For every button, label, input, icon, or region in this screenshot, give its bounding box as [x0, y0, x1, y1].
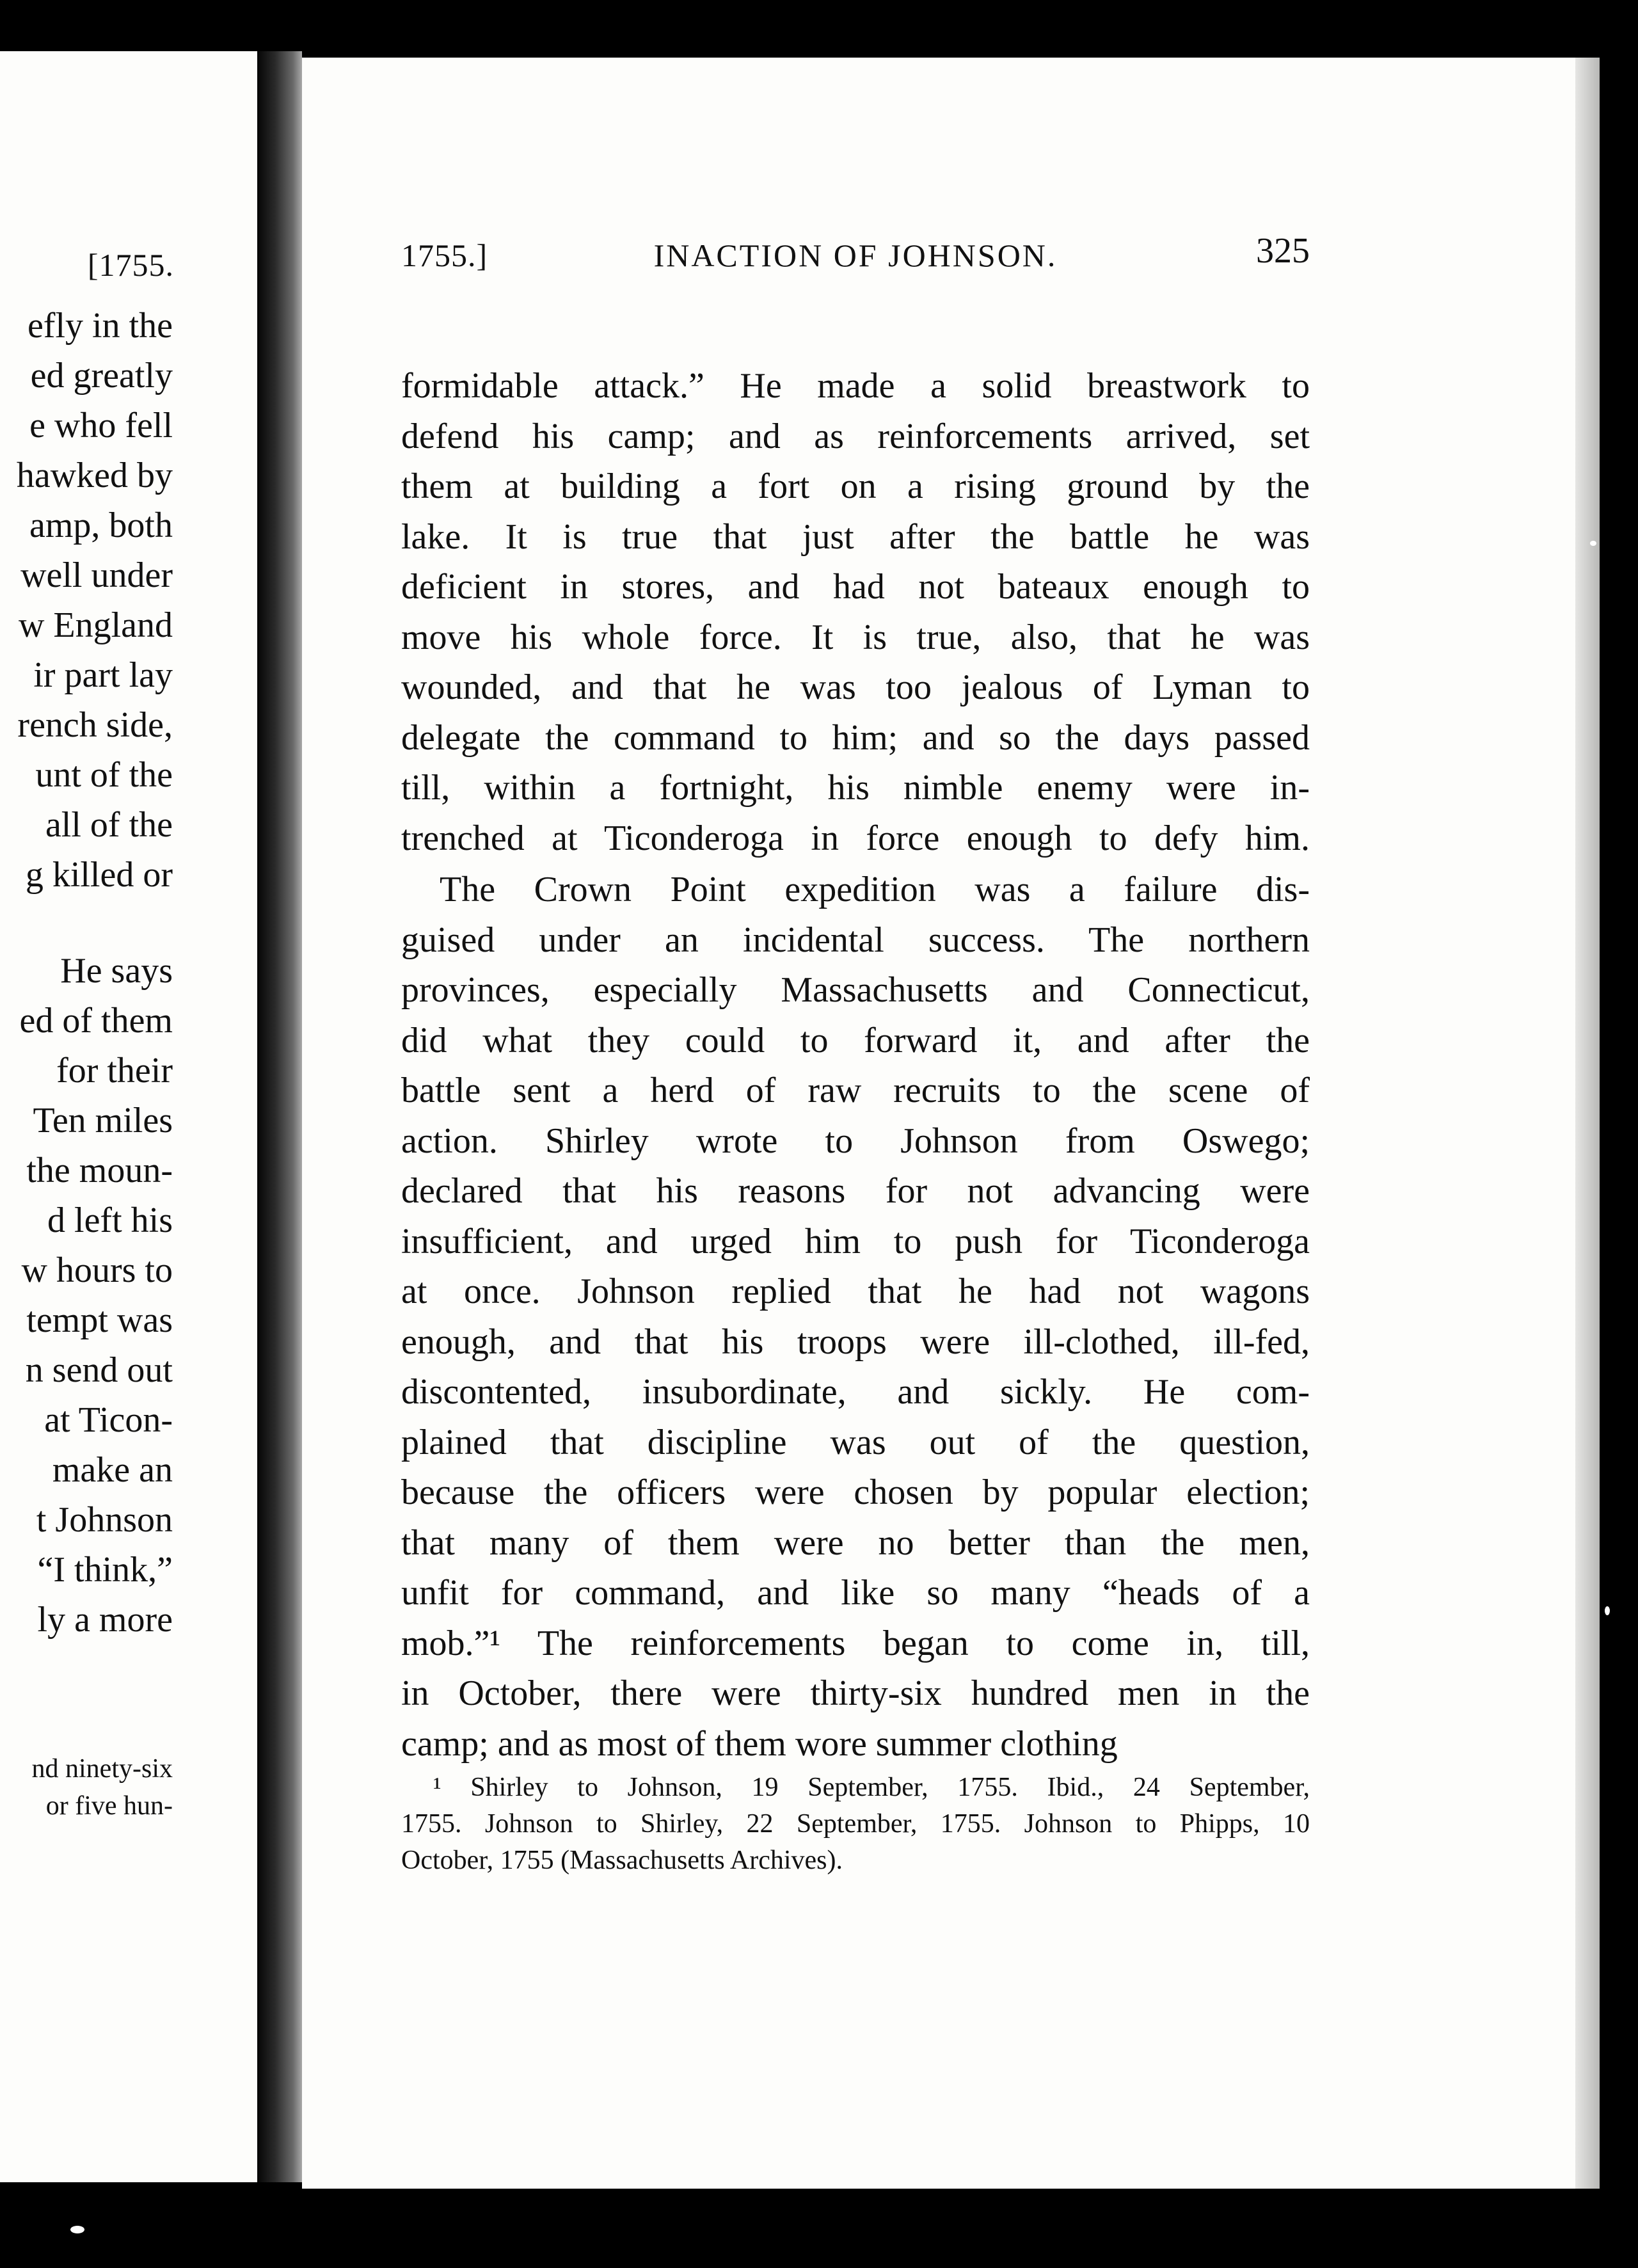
text-line: camp; and as most of them wore summer clothing: [401, 1723, 1118, 1764]
left-page-line: n send out: [25, 1350, 173, 1390]
left-page-line: e who fell: [29, 406, 173, 445]
text-line: wounded, and that he was too jealous of Lyman to: [401, 667, 1310, 707]
left-page-line: hawked by: [16, 456, 173, 495]
paragraph: [401, 361, 1310, 863]
text-line: deficient in stores, and had not bateaux enough to: [401, 567, 1310, 607]
scan-speck: [70, 2226, 84, 2233]
left-page-line: Ten miles: [33, 1101, 173, 1140]
footnote-line: 1755. Johnson to Shirley, 22 September, 1755. Johnson to Phipps, 10: [401, 1809, 1310, 1839]
left-page-line: “I think,”: [37, 1550, 173, 1590]
text-line: insufficient, and urged him to push for Ticonderoga: [401, 1221, 1310, 1261]
text-line: unfit for command, and like so many “heads of a: [401, 1573, 1310, 1613]
book-gutter-shadow: [257, 51, 302, 2182]
scan-speck: [1605, 1606, 1610, 1615]
right-page: [302, 58, 1575, 2189]
left-page-line: t Johnson: [36, 1500, 173, 1540]
text-line: did what they could to forward it, and after the: [401, 1020, 1310, 1060]
body-text: [401, 361, 1310, 1769]
left-page-line: w hours to: [21, 1250, 173, 1290]
text-line: plained that discipline was out of the question,: [401, 1422, 1310, 1462]
left-page-line: ed of them: [19, 1001, 173, 1041]
text-line: delegate the command to him; and so the days passed: [401, 717, 1310, 758]
text-line: guised under an incidental success. The northern: [401, 920, 1310, 960]
text-line: defend his camp; and as reinforcements arrived, set: [401, 416, 1310, 456]
left-page-line: ly a more: [37, 1600, 173, 1640]
left-page-footnote-line: or five hun-: [45, 1791, 173, 1821]
text-line: battle sent a herd of raw recruits to the scene of: [401, 1071, 1310, 1110]
footnote-line: ¹ Shirley to Johnson, 19 September, 1755. Ibid., 24 September,: [433, 1773, 1310, 1802]
left-page-header: [1755.: [87, 247, 174, 283]
left-page-line: tempt was: [26, 1300, 173, 1340]
left-page-footnote-line: nd ninety-six: [31, 1754, 173, 1784]
text-line: lake. It is true that just after the battle he was: [401, 516, 1310, 557]
text-line: that many of them were no better than the men,: [401, 1522, 1310, 1563]
running-head-year: 1755.]: [401, 237, 488, 273]
left-page-line: unt of the: [35, 755, 173, 795]
footnote: [401, 1769, 1310, 1879]
text-line: mob.”¹ The reinforcements began to come in, till,: [401, 1623, 1310, 1663]
left-page-line: rench side,: [17, 705, 173, 745]
page-number: 325: [1256, 231, 1310, 271]
text-line: discontented, insubordinate, and sickly. He com-: [401, 1372, 1310, 1412]
left-page-line: all of the: [45, 805, 173, 845]
left-page-line: the moun-: [26, 1151, 173, 1190]
left-page-line: g killed or: [25, 855, 173, 895]
left-page-line: amp, both: [29, 506, 173, 545]
left-page-line: ir part lay: [33, 655, 173, 695]
running-head-title: INACTION OF JOHNSON.: [653, 237, 1058, 273]
text-line: till, within a fortnight, his nimble enemy were in-: [401, 768, 1310, 808]
left-page-paragraph-gap: [17, 900, 173, 946]
text-line: because the officers were chosen by popular election;: [401, 1473, 1310, 1512]
text-line: declared that his reasons for not advancing were: [401, 1171, 1310, 1211]
footnote-line: October, 1755 (Massachusetts Archives).: [401, 1846, 843, 1875]
page-edge: [1575, 58, 1600, 2189]
left-page-line: d left his: [47, 1201, 173, 1240]
text-line: in October, there were thirty-six hundred men in the: [401, 1673, 1310, 1713]
text-line: action. Shirley wrote to Johnson from Oswego;: [401, 1121, 1310, 1161]
text-line: formidable attack.” He made a solid breastwork to: [401, 366, 1310, 406]
left-page-line: at Ticon-: [44, 1400, 173, 1440]
text-line: trenched at Ticonderoga in force enough to defy him.: [401, 818, 1310, 858]
left-page-line: efly in the: [27, 306, 173, 346]
text-line: at once. Johnson replied that he had not wagons: [401, 1272, 1310, 1311]
left-page-line: make an: [52, 1450, 173, 1490]
text-line: move his whole force. It is true, also, that he was: [401, 617, 1310, 657]
paragraph: [401, 865, 1310, 1769]
scan-speck: [1590, 541, 1596, 546]
text-line: enough, and that his troops were ill-clothed, ill-fed,: [401, 1322, 1310, 1362]
text-line: The Crown Point expedition was a failure dis-: [440, 870, 1310, 909]
left-page-line: for their: [56, 1051, 173, 1090]
left-page-footnote: [32, 1750, 173, 1825]
left-page: [0, 51, 257, 2182]
text-line: them at building a fort on a rising ground by the: [401, 467, 1310, 506]
running-head: [401, 231, 1310, 288]
left-page-line: well under: [20, 555, 173, 595]
left-page-line: He says: [60, 951, 173, 991]
left-page-line: w England: [18, 605, 173, 645]
text-line: provinces, especially Massachusetts and Connecticut,: [401, 970, 1310, 1010]
left-page-body: [17, 301, 173, 1645]
left-page-line: ed greatly: [30, 356, 173, 395]
